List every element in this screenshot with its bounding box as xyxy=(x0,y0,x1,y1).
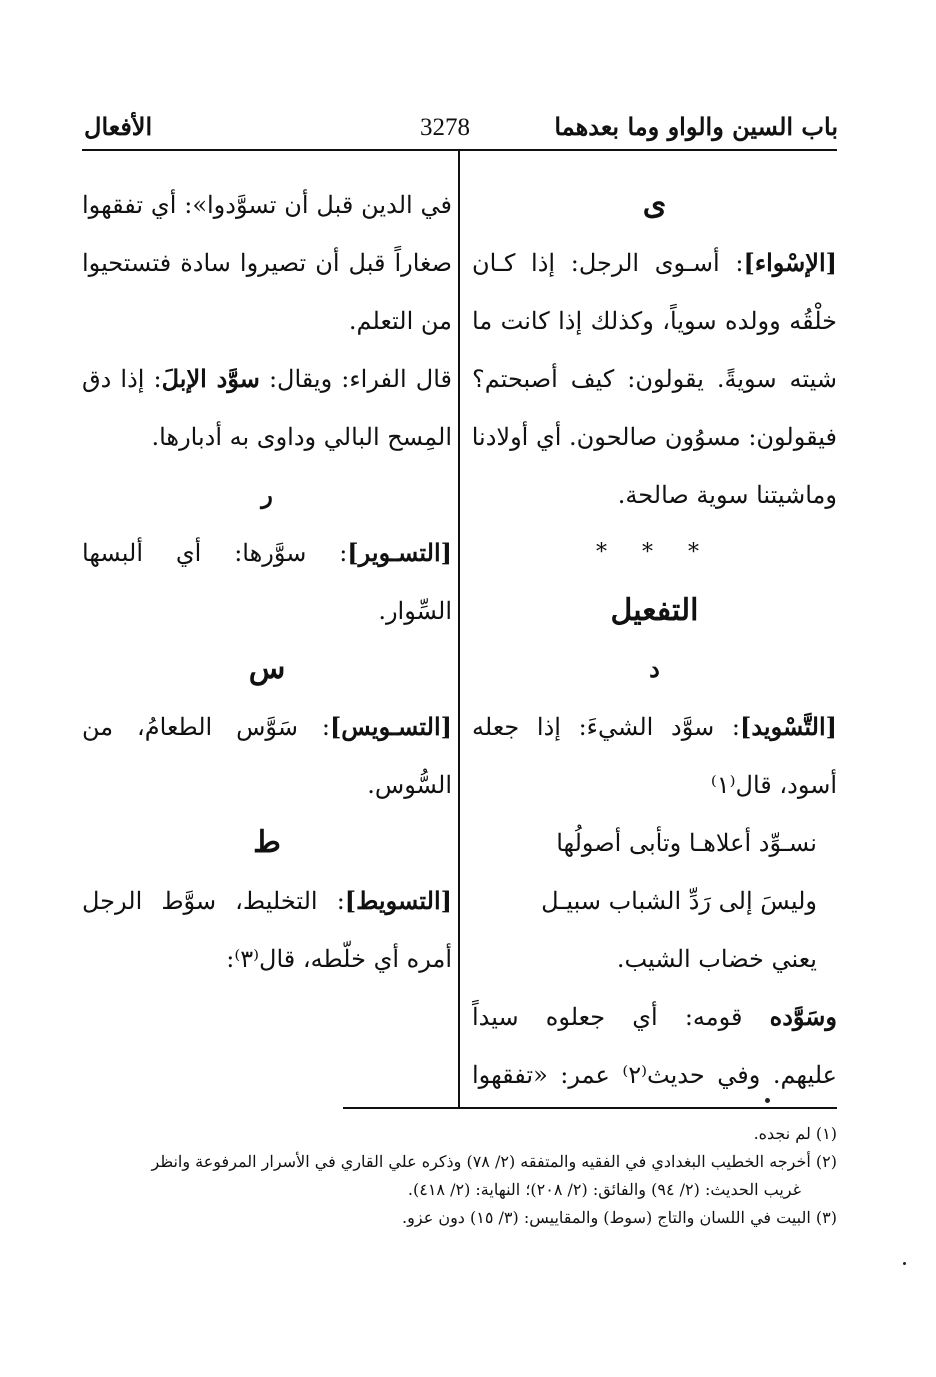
entry-term-taswir: [التسـوير] xyxy=(347,538,452,567)
letter-heading-dal: د xyxy=(649,654,660,683)
section-title: التفعيل xyxy=(610,593,699,628)
entry-isswa-line-2: خلْقُه وولده سوياً، وكذلك إذا كانت ما xyxy=(472,307,837,335)
entry-text: قال الفراء: ويقال: xyxy=(268,365,452,393)
entry-term-sawwad-ibil: سوَّد الإبلَ xyxy=(161,364,260,393)
continuation-line-3: من التعلم. xyxy=(348,307,452,335)
entry-taswir-line-2: السِّوار. xyxy=(378,597,452,625)
verse-line-1: نسـوِّد أعلاهـا وتأبى أصولُها xyxy=(556,829,817,857)
entry-taswit-line-1 xyxy=(82,872,452,930)
entry-taswir-line-1 xyxy=(82,524,452,582)
footnote-2-line-1: (٢) أخرجه الخطيب البغدادي في الفقيه والمتفقه (٢/ ٧٨) وذكره علي القاري في الأسرار المرفوعة وانظر xyxy=(151,1152,837,1171)
entry-term-taswis: [التسـويس] xyxy=(329,712,452,741)
section-separator-stars: * * * xyxy=(596,540,713,565)
footnote-1: (١) لم نجده. xyxy=(753,1124,837,1143)
entry-isswa-line-3: شيته سويةً. يقولون: كيف أصبحتم؟ xyxy=(472,365,837,393)
entry-term-taswid: [التَّسْويد] xyxy=(739,712,837,741)
continuation-line-1: في الدين قبل أن تسوَّدوا»: أي تفقهوا xyxy=(82,191,452,219)
entry-taswit-line-2: أمره أي خلّطه، قال⁽٣⁾: xyxy=(226,945,452,973)
entry-term-taswit: [التسويط] xyxy=(344,886,452,915)
entry-taswid-line-1 xyxy=(472,698,837,756)
entry-text: قومه: أي جعلوه سيداً xyxy=(472,1003,743,1031)
entry-term-isswa: [الإسْواء] xyxy=(743,248,837,277)
entry-isswa-line-5: وماشيتنا سوية صالحة. xyxy=(617,481,837,509)
entry-text: : إذا دق xyxy=(82,365,162,393)
verse-line-2: وليسَ إلى رَدِّ الشباب سبيـل xyxy=(541,887,817,915)
verse-note: يعني خضاب الشيب. xyxy=(616,945,817,973)
entry-isswa-line-1 xyxy=(472,234,837,292)
entry-taswid-line-2: أسود، قال⁽١⁾ xyxy=(710,771,837,799)
footnote-3: (٣) البيت في اللسان والتاج (سوط) والمقاييس: (٣/ ١٥) دون عزو. xyxy=(402,1208,837,1227)
entry-term-sawwadahu: وسَوَّده xyxy=(769,1002,837,1031)
print-mark xyxy=(903,1262,906,1265)
page-number: 3278 xyxy=(420,114,470,141)
column-divider xyxy=(458,150,460,1107)
right-column xyxy=(472,176,837,1104)
running-head-section: الأفعال xyxy=(84,112,153,141)
hadith-line: عليهم. وفي حديث⁽٢⁾ عمر: «تفقهوا xyxy=(472,1061,837,1089)
entry-text: : التخليط، سوَّط الرجل xyxy=(82,887,345,915)
entry-taswis-line-1 xyxy=(82,698,452,756)
entry-text: : سوَّرها: أي ألبسها xyxy=(82,539,348,567)
farra-line-2: المِسح البالي وداوى به أدبارها. xyxy=(151,423,452,451)
farra-line-1 xyxy=(82,350,452,408)
footnote-rule xyxy=(343,1107,837,1109)
running-head-chapter: باب السين والواو وما بعدهما xyxy=(554,112,838,141)
left-column xyxy=(82,176,452,988)
footnotes xyxy=(82,1120,837,1232)
entry-text: : سوَّد الشيءَ: إذا جعله xyxy=(472,713,740,741)
continuation-line-2: صغاراً قبل أن تصيروا سادة فتستحيوا xyxy=(82,249,452,277)
entry-text: : أسـوى الرجل: إذا كـان xyxy=(472,249,744,277)
entry-isswa-line-4: فيقولون: مسوُون صالحون. أي أولادنا xyxy=(471,423,837,451)
entry-taswis-line-2: السُّوس. xyxy=(367,771,452,799)
footnote-2-line-2: غريب الحديث: (٢/ ٩٤) والفائق: (٢/ ٢٠٨)؛ النهاية: (٢/ ٤١٨). xyxy=(407,1180,801,1199)
entry-sawwadahu-line xyxy=(472,988,837,1046)
letter-heading-ra: ر xyxy=(261,480,273,509)
letter-heading-sin: س xyxy=(248,651,286,686)
letter-heading-ta: ط xyxy=(253,825,281,860)
entry-text: : سَوَّس الطعامُ، من xyxy=(82,713,330,741)
letter-heading-ya: ى xyxy=(642,187,667,222)
print-mark xyxy=(765,1098,770,1103)
